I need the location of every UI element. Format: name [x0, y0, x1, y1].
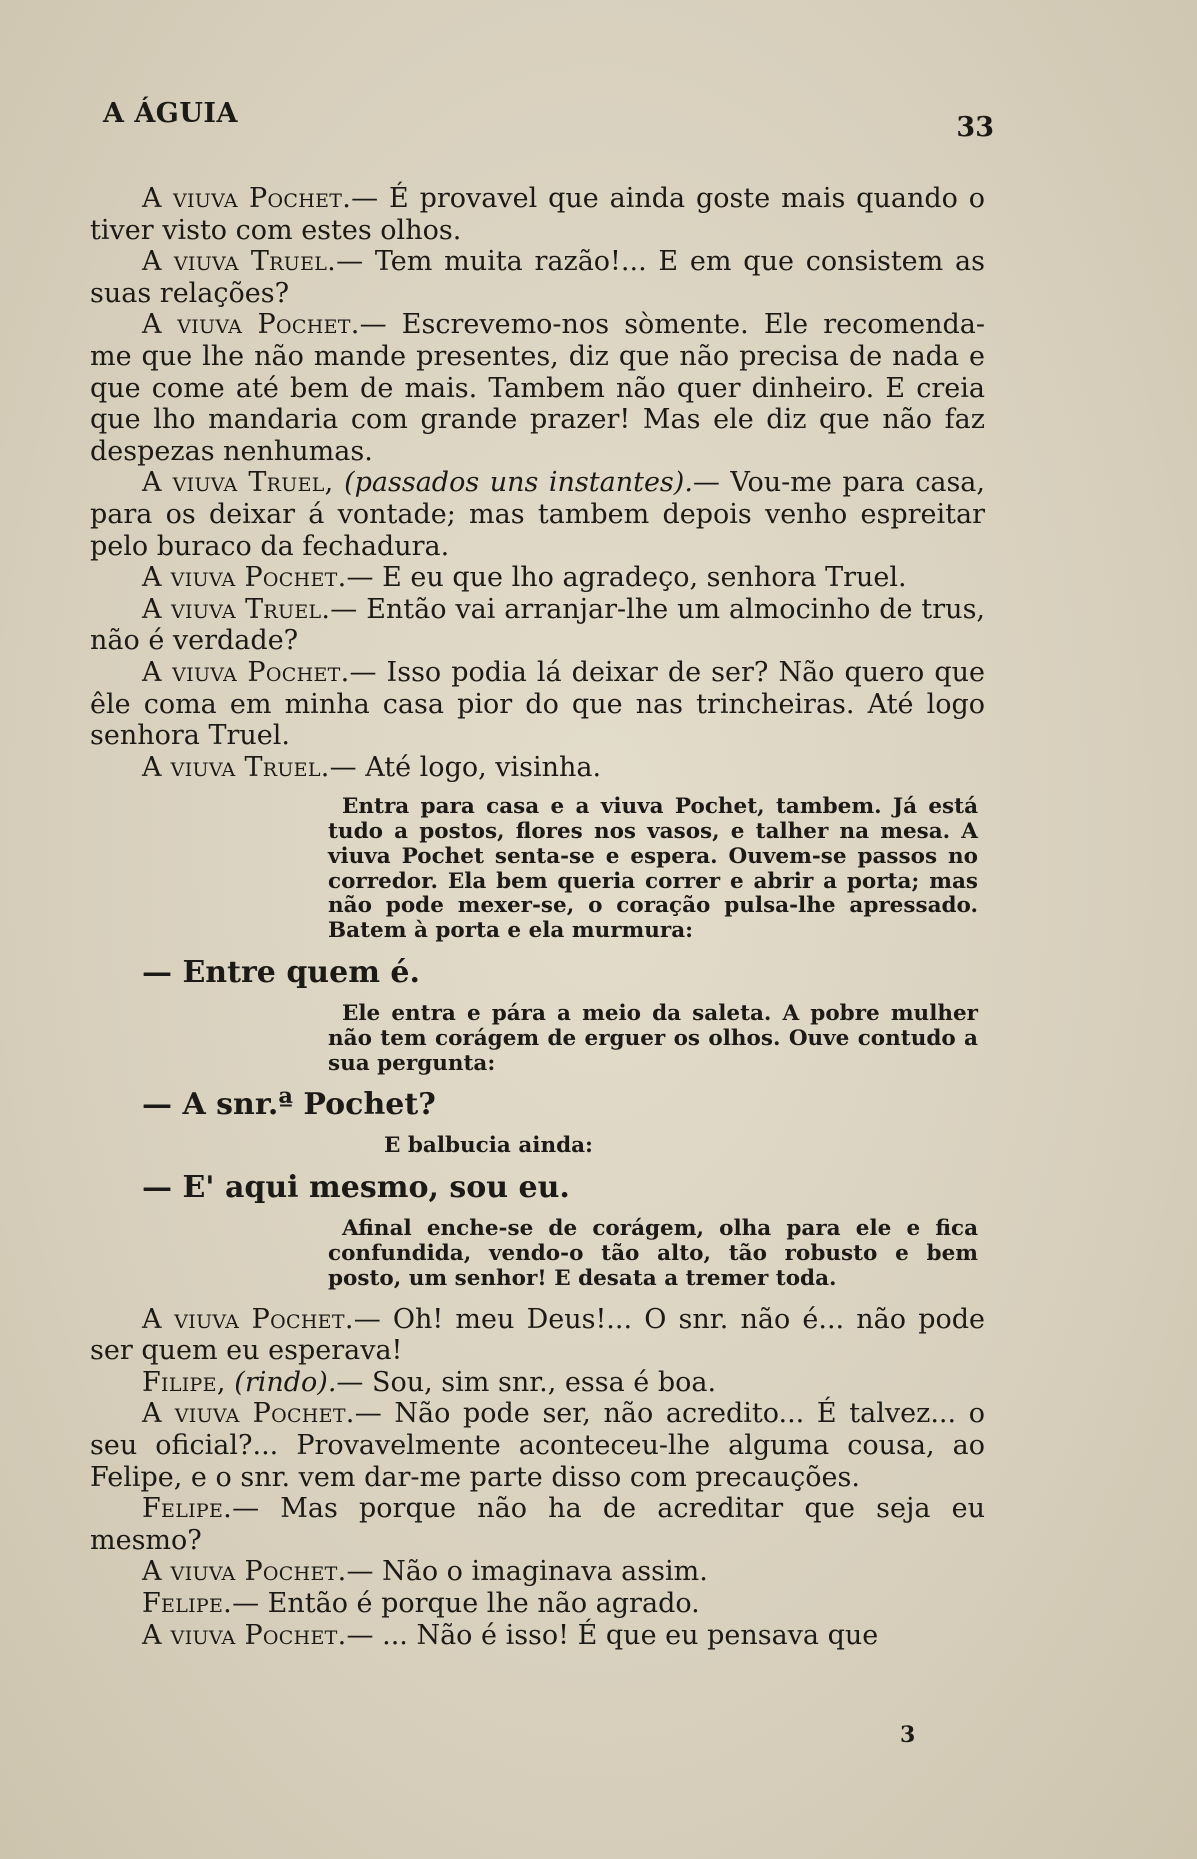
stage-direction: (passados uns instantes).	[344, 467, 693, 499]
paragraph	[90, 1304, 985, 1367]
speaker: A viuva Pochet.	[142, 309, 360, 341]
speaker: Felipe.	[142, 1587, 233, 1619]
page-number: 33	[956, 112, 994, 143]
speaker: A viuva Pochet.	[142, 1619, 347, 1651]
dialogue: — Oh! meu Deus!... O snr. não é... não pode ser quem eu esperava!	[90, 1303, 985, 1367]
paragraph	[90, 1556, 985, 1588]
dialogue: — Não pode ser, não acredito... É talvez... o seu oficial?... Provavelmente aconteceu-lhe alguma cousa, ao Felipe, e o snr. vem dar-me parte disso com precauções.	[90, 1398, 985, 1493]
paragraph	[90, 183, 985, 246]
paragraph	[90, 1620, 985, 1652]
speaker: Filipe,	[142, 1366, 226, 1398]
speech-line: — Entre quem é.	[142, 955, 420, 991]
dialogue: — E eu que lho agradeço, senhora Truel.	[346, 562, 907, 594]
dialogue: — Até logo, visinha.	[329, 751, 602, 783]
dialogue: — Vou-me para casa, para os deixar á vontade; mas tambem depois venho espreitar pelo buraco da fechadura.	[90, 467, 985, 562]
paragraph	[90, 1588, 985, 1620]
speaker: A viuva Truel.	[142, 751, 330, 783]
paragraph	[90, 657, 985, 752]
stage-direction-block: Ele entra e pára a meio da saleta. A pobre mulher não tem corágem de erguer os olhos. Ouve contudo a sua pergunta:	[328, 1001, 978, 1076]
speaker: A viuva Pochet.	[142, 1303, 354, 1335]
dialogue: — Sou, sim snr., essa é boa.	[336, 1366, 717, 1398]
running-title: A ÁGUIA	[103, 98, 238, 129]
speaker: A viuva Pochet.	[142, 183, 352, 214]
speaker: A viuva Pochet.	[142, 1398, 355, 1430]
dialogue: — Mas porque não ha de acreditar que seja eu mesmo?	[90, 1493, 985, 1556]
speaker: A viuva Pochet.	[142, 656, 350, 688]
paragraph	[90, 309, 985, 467]
dialogue: — Então vai arranjar-lhe um almocinho de trus, não é verdade?	[90, 593, 986, 657]
speaker: Felipe.	[142, 1493, 233, 1525]
paragraph	[90, 1367, 985, 1399]
signature-mark: 3	[900, 1722, 916, 1748]
dialogue: — É provavel que ainda goste mais quando o tiver visto com estes olhos.	[90, 183, 986, 246]
speech-line: — A snr.ª Pochet?	[142, 1087, 436, 1123]
paragraph	[90, 594, 985, 657]
speaker: A viuva Truel,	[142, 467, 334, 499]
paragraph	[90, 752, 985, 784]
stage-direction-block: Afinal enche-se de corágem, olha para ele e fica confundida, vendo-o tão alto, tão robusto e bem posto, um senhor! E desata a tremer toda.	[328, 1216, 978, 1291]
paragraph	[90, 1398, 985, 1493]
paragraph	[90, 467, 985, 562]
paragraph	[90, 1493, 985, 1556]
page-text	[90, 183, 985, 1651]
paragraph	[90, 246, 985, 309]
dialogue: — Tem muita razão!... E em que consistem as suas relações?	[90, 246, 985, 309]
paragraph	[90, 562, 985, 594]
speaker: A viuva Truel.	[142, 593, 331, 625]
speaker: A viuva Pochet.	[142, 1556, 347, 1588]
speaker: A viuva Truel.	[142, 246, 337, 278]
speaker: A viuva Pochet.	[142, 562, 347, 594]
dialogue: — Não o imaginava assim.	[346, 1556, 708, 1588]
stage-direction-block: Entra para casa e a viuva Pochet, tambem. Já está tudo a postos, flores nos vasos, e talher na mesa. A viuva Pochet senta-se e espera. Ouvem-se passos no corredor. Ela bem queria correr e abrir a porta; mas não pode mexer-se, o coração pulsa-lhe apressado. Batem à porta e ela murmura:	[328, 794, 978, 944]
dialogue: — Então é porque lhe não agrado.	[232, 1587, 700, 1619]
dialogue: — ... Não é isso! É que eu pensava que	[346, 1619, 879, 1651]
stage-direction-block: E balbucia ainda:	[384, 1133, 593, 1159]
dialogue: — Escrevemo-nos sòmente. Ele recomenda-me que lhe não mande presentes, diz que não precisa de nada e que come até bem de mais. Tambem não quer dinheiro. E creia que lho mandaria com grande prazer! Mas ele diz que não faz despezas nenhumas.	[90, 309, 986, 467]
dialogue: — Isso podia lá deixar de ser? Não quero que êle coma em minha casa pior do que nas trincheiras. Até logo senhora Truel.	[90, 656, 986, 752]
speech-line: — E' aqui mesmo, sou eu.	[142, 1170, 570, 1206]
stage-direction: (rindo).	[234, 1366, 337, 1398]
